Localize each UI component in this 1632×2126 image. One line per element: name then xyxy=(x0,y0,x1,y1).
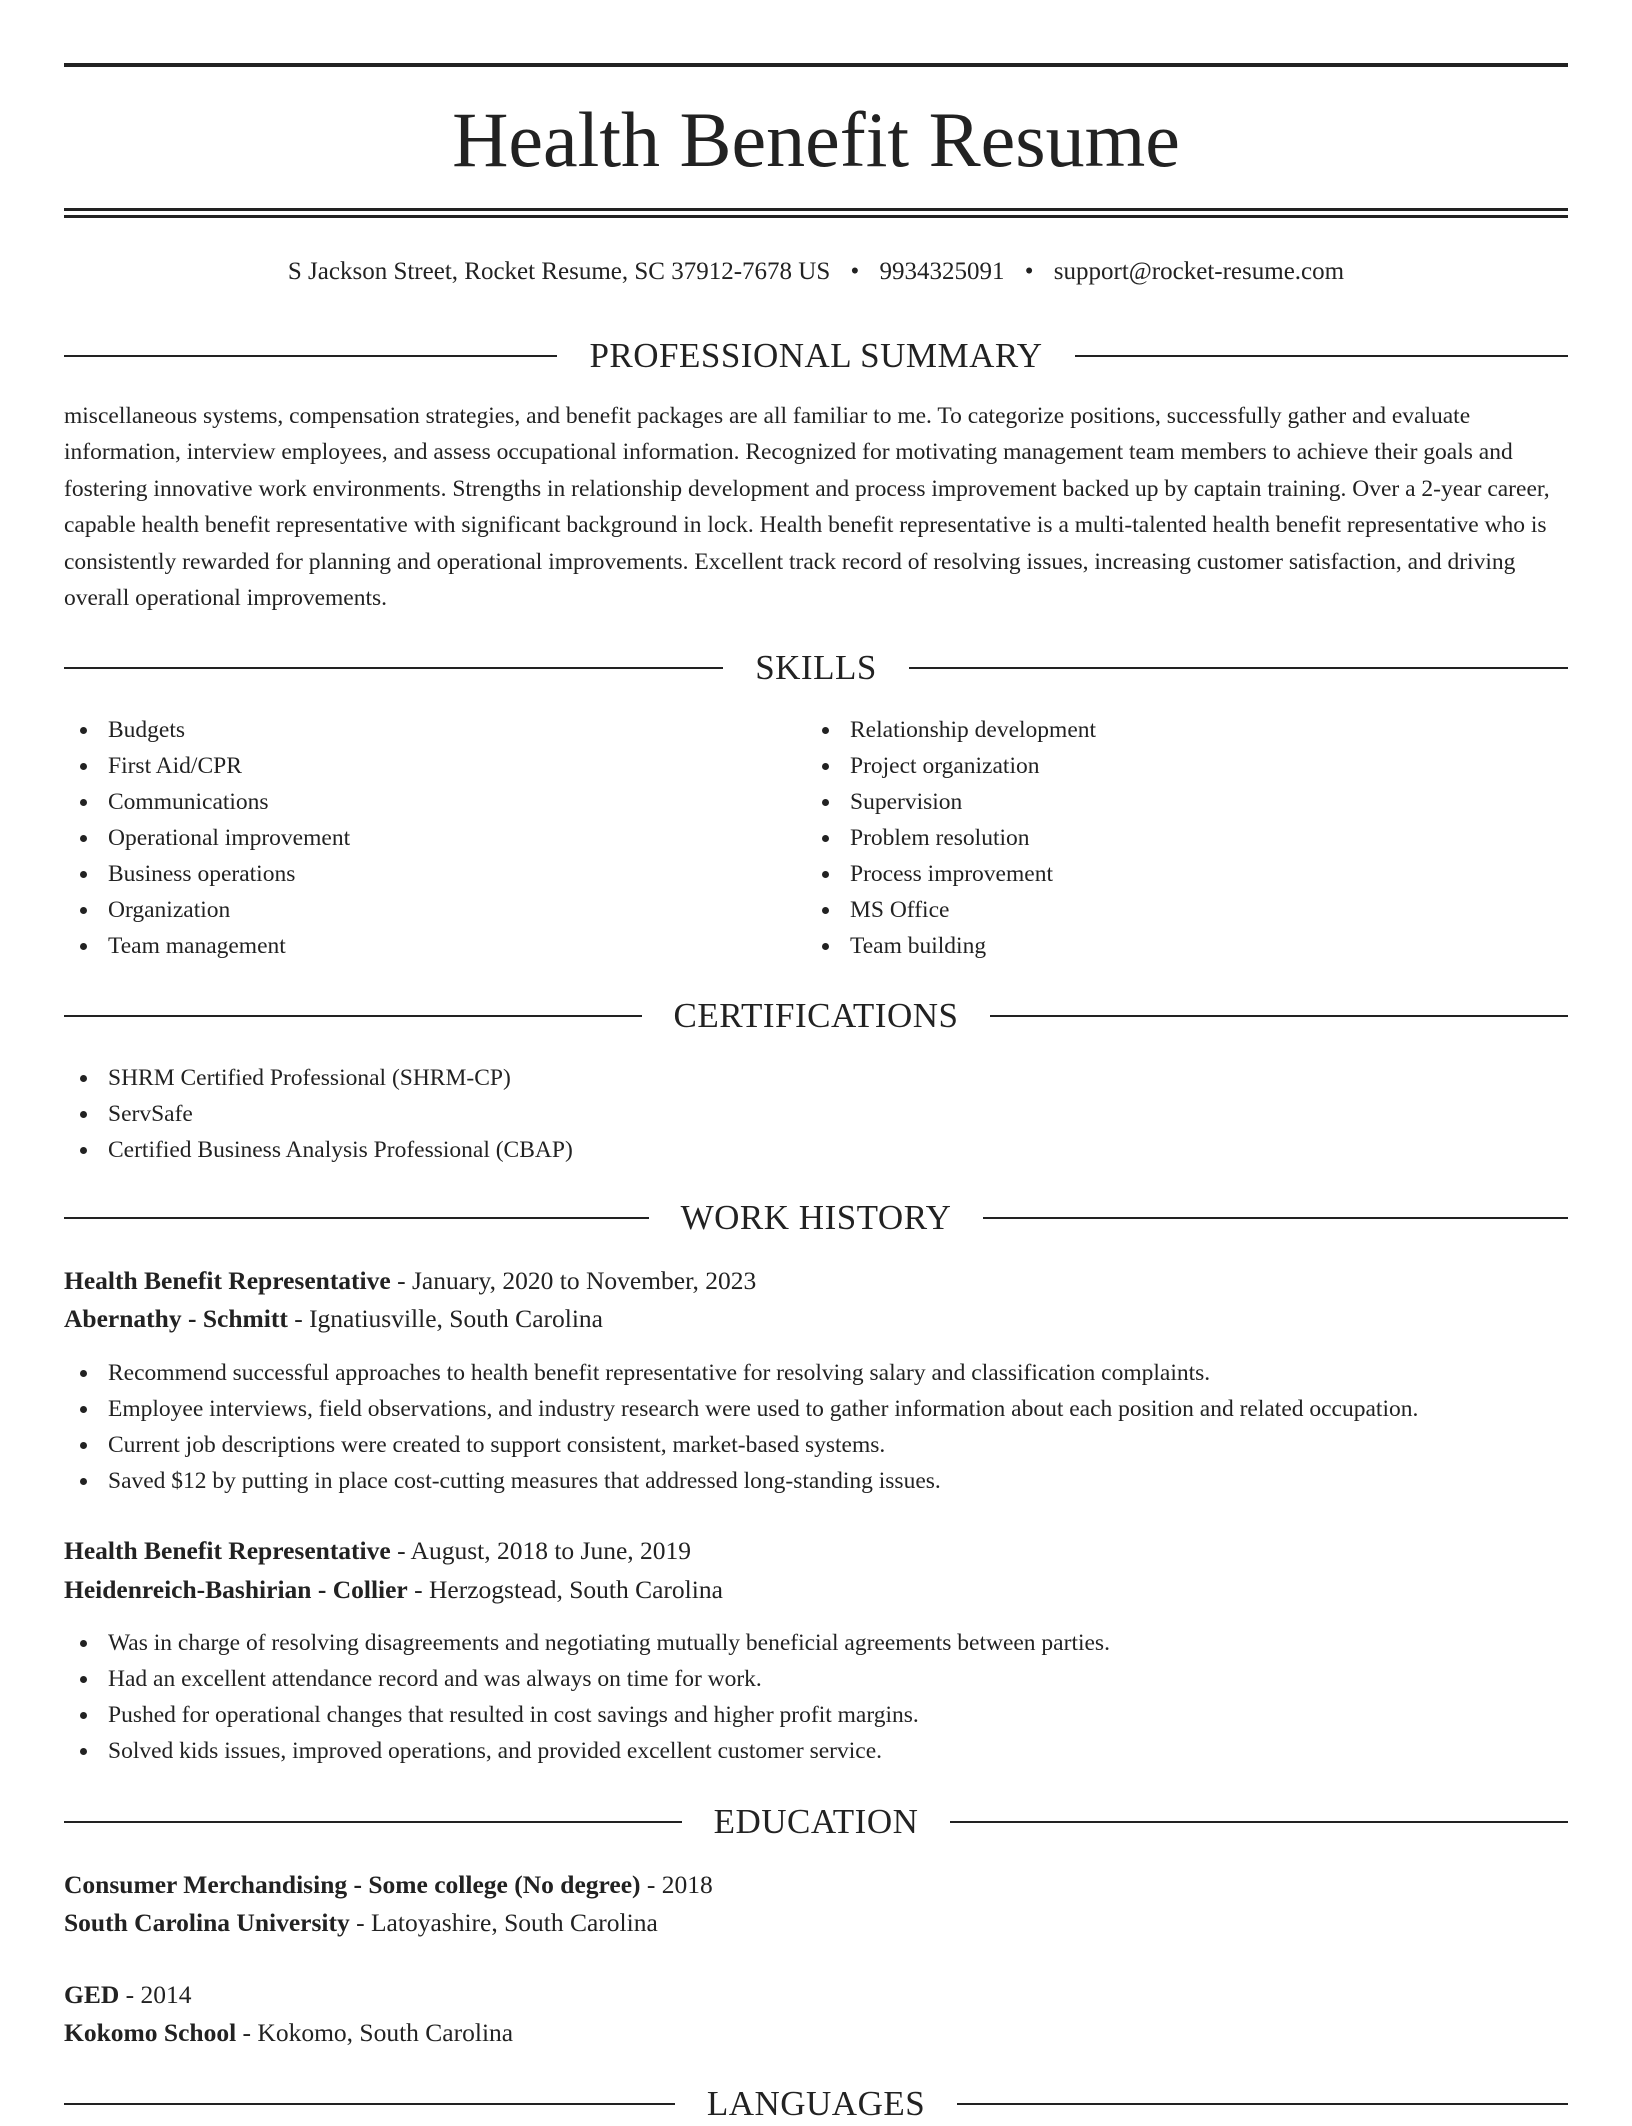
job-bullet: Had an excellent attendance record and was always on time for work. xyxy=(64,1661,1110,1697)
contact-line xyxy=(64,254,1568,290)
skill-item: Organization xyxy=(64,892,350,928)
education-school-line xyxy=(64,2014,513,2052)
job-title-line xyxy=(64,1532,691,1570)
education-degree: Consumer Merchandising - Some college (No degree) xyxy=(64,1870,641,1899)
job-company: Abernathy - Schmitt xyxy=(64,1304,288,1333)
job-title-line xyxy=(64,1262,756,1300)
divider-line xyxy=(64,1015,642,1017)
education-year: - 2018 xyxy=(640,1870,713,1899)
job-bullet: Pushed for operational changes that resulted in cost savings and higher profit margins. xyxy=(64,1697,1110,1733)
contact-separator: • xyxy=(850,258,860,285)
skill-item: Team management xyxy=(64,928,350,964)
education-year: - 2014 xyxy=(119,1980,192,2009)
education-heading: EDUCATION xyxy=(713,1802,919,1841)
skill-item: Business operations xyxy=(64,856,350,892)
contact-phone: 9934325091 xyxy=(879,258,1005,285)
certifications-list xyxy=(64,1060,573,1168)
title-double-rule xyxy=(64,208,1568,218)
skills-section-header xyxy=(64,646,1568,690)
job-bullet: Saved $12 by putting in place cost-cutting measures that addressed long-standing issues. xyxy=(64,1463,1418,1499)
skill-item: MS Office xyxy=(806,892,1096,928)
divider-line xyxy=(64,667,723,669)
top-rule xyxy=(64,63,1568,67)
skill-item: Operational improvement xyxy=(64,820,350,856)
job-dates: - January, 2020 to November, 2023 xyxy=(390,1266,757,1295)
contact-email[interactable]: support@rocket-resume.com xyxy=(1053,258,1345,285)
divider-line xyxy=(957,2103,1568,2105)
education-school: South Carolina University xyxy=(64,1908,350,1937)
summary-heading: PROFESSIONAL SUMMARY xyxy=(589,336,1043,375)
certification-item: SHRM Certified Professional (SHRM-CP) xyxy=(64,1060,573,1096)
education-degree-line xyxy=(64,1976,192,2014)
skill-item: Problem resolution xyxy=(806,820,1096,856)
job-bullets xyxy=(64,1355,1418,1499)
languages-section-header xyxy=(64,2082,1568,2126)
job-company-line xyxy=(64,1571,723,1609)
job-location: - Ignatiusville, South Carolina xyxy=(287,1304,603,1333)
contact-separator: • xyxy=(1024,258,1034,285)
certifications-section-header xyxy=(64,994,1568,1038)
education-degree: GED xyxy=(64,1980,120,2009)
job-bullet: Current job descriptions were created to support consistent, market-based systems. xyxy=(64,1427,1418,1463)
skills-heading: SKILLS xyxy=(755,648,877,687)
skill-item: Process improvement xyxy=(806,856,1096,892)
job-title: Health Benefit Representative xyxy=(64,1266,391,1295)
work-history-heading: WORK HISTORY xyxy=(680,1198,952,1237)
divider-line xyxy=(64,355,557,357)
certification-item: Certified Business Analysis Professional (CBAP) xyxy=(64,1132,573,1168)
skill-item: Project organization xyxy=(806,748,1096,784)
divider-line xyxy=(64,1821,682,1823)
skills-list-left xyxy=(64,712,350,964)
education-school-line xyxy=(64,1904,658,1942)
certification-item: ServSafe xyxy=(64,1096,573,1132)
contact-address: S Jackson Street, Rocket Resume, SC 37912-7678 US xyxy=(287,258,831,285)
divider-line xyxy=(909,667,1568,669)
skill-item: Communications xyxy=(64,784,350,820)
education-location: - Kokomo, South Carolina xyxy=(236,2018,514,2047)
languages-heading: LANGUAGES xyxy=(706,2084,926,2123)
education-degree-line xyxy=(64,1866,713,1904)
divider-line xyxy=(950,1821,1568,1823)
job-bullet: Recommend successful approaches to health benefit representative for resolving salary and classification complaints. xyxy=(64,1355,1418,1391)
job-location: - Herzogstead, South Carolina xyxy=(407,1575,723,1604)
resume-title: Health Benefit Resume xyxy=(452,96,1180,183)
job-bullet: Employee interviews, field observations, and industry research were used to gather information about each position and related occupation. xyxy=(64,1391,1418,1427)
education-location: - Latoyashire, South Carolina xyxy=(349,1908,658,1937)
job-bullet: Was in charge of resolving disagreements and negotiating mutually beneficial agreements between parties. xyxy=(64,1625,1110,1661)
divider-line xyxy=(990,1015,1568,1017)
divider-line xyxy=(64,1217,649,1219)
education-section-header xyxy=(64,1800,1568,1844)
skills-list-right xyxy=(806,712,1096,964)
summary-section-header xyxy=(64,334,1568,378)
job-company: Heidenreich-Bashirian - Collier xyxy=(64,1575,408,1604)
job-bullet: Solved kids issues, improved operations, and provided excellent customer service. xyxy=(64,1733,1110,1769)
skill-item: Relationship development xyxy=(806,712,1096,748)
job-dates: - August, 2018 to June, 2019 xyxy=(390,1536,692,1565)
work-history-section-header xyxy=(64,1196,1568,1240)
job-company-line xyxy=(64,1300,603,1338)
job-bullets xyxy=(64,1625,1110,1769)
skill-item: Team building xyxy=(806,928,1096,964)
summary-text: miscellaneous systems, compensation strategies, and benefit packages are all familiar to me. To categorize positions, successfully gather and evaluate information, interview employees, and assess occupational information. Recognized for motivating management team members to achieve their goals and fostering innovative work environments. Strengths in relationship development and process improvement backed up by captain training. Over a 2-year career, capable health benefit representative with significant background in lock. Health benefit representative is a multi-talented health benefit representative who is consistently rewarded for planning and operational improvements. Excellent track record of resolving issues, increasing customer satisfaction, and driving overall operational improvements. xyxy=(64,403,1550,612)
skill-item: First Aid/CPR xyxy=(64,748,350,784)
divider-line xyxy=(983,1217,1568,1219)
education-school: Kokomo School xyxy=(64,2018,237,2047)
certifications-heading: CERTIFICATIONS xyxy=(673,996,959,1035)
skill-item: Supervision xyxy=(806,784,1096,820)
skill-item: Budgets xyxy=(64,712,350,748)
divider-line xyxy=(1075,355,1568,357)
divider-line xyxy=(64,2103,675,2105)
job-title: Health Benefit Representative xyxy=(64,1536,391,1565)
